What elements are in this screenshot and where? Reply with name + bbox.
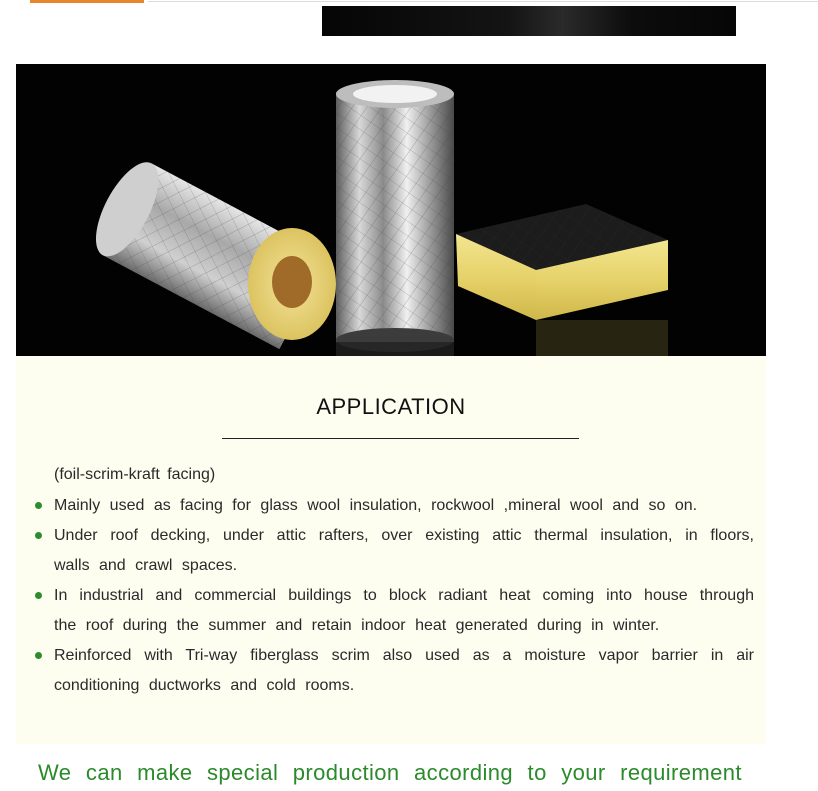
application-bullet-list [34,491,754,701]
list-item [34,581,754,641]
list-item [34,491,754,521]
list-item-text: Reinforced with Tri-way fiberglass scrim also used as a moisture vapor barrier in air conditioning ductworks and cold rooms. [54,647,754,694]
list-item-text: In industrial and commercial buildings to block radiant heat coming into house through the roof during the summer and retain indoor heat generated during in winter. [54,587,754,634]
bullet-icon [35,652,42,659]
list-item [34,641,754,701]
top-banner-image [322,6,736,36]
bullet-icon [35,502,42,509]
list-item-text: Mainly used as facing for glass wool insulation, rockwool ,mineral wool and so on. [54,497,698,514]
list-item [34,521,754,581]
bullet-icon [35,592,42,599]
list-item-text: Under roof decking, under attic rafters, over existing attic thermal insulation, in floors, walls and crawl spaces. [54,527,754,574]
application-intro: (foil-scrim-kraft facing) [54,466,216,483]
product-photo [16,64,766,356]
bullet-icon [35,532,42,539]
special-production-note: We can make special production according to your requirement [38,760,742,785]
application-panel [16,356,766,744]
top-divider [148,1,818,2]
application-title: APPLICATION [316,394,466,419]
application-title-underline [222,438,579,439]
top-accent-bar [30,0,144,3]
